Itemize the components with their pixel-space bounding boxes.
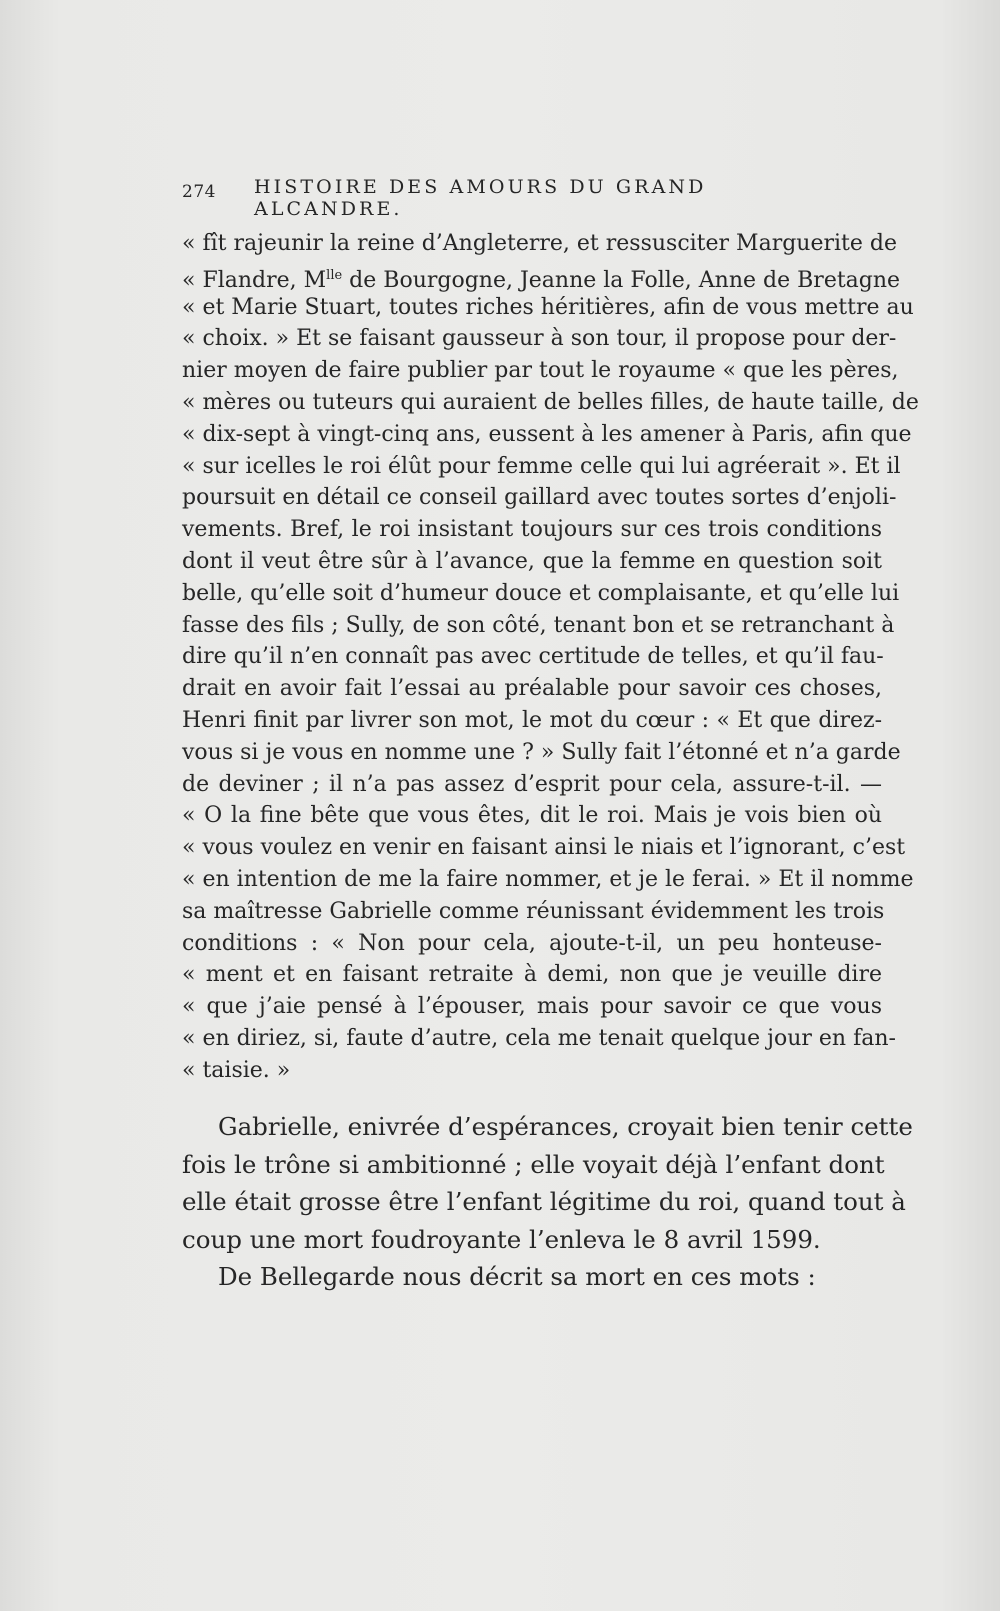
text-line: « ment et en faisant retraite à demi, non que je veuille dire [182,962,882,988]
superscript: lle [326,267,343,283]
text-line: « vous voulez en venir en faisant ainsi le niais et l’ignorant, c’est [182,835,906,861]
text-line: « sur icelles le roi élût pour femme celle qui lui agréerait ». Et il [182,453,901,479]
text-line: « et Marie Stuart, toutes riches héritières, afin de vous mettre au [182,294,914,320]
text-line: « Flandre, $M^{lle}$ de Bourgogne, Jeanne la Folle, Anne de Bretagne [182,267,901,293]
text-line: « O la fine bête que vous êtes, dit le roi. Mais je vois bien où [182,803,882,829]
text-line: « que j’aie pensé à l’épouser, mais pour savoir ce que vous [182,994,882,1020]
quoted-paragraph [182,228,919,1087]
text-line: nier moyen de faire publier par tout le royaume « que les pères, [182,358,899,384]
text-line: belle, qu’elle soit d’humeur douce et complaisante, et qu’elle lui [182,580,900,606]
body-line: coup une mort foudroyante l’enleva le 8 avril 1599. [182,1224,821,1254]
text-line: « dix-sept à vingt-cinq ans, eussent à les amener à Paris, afin que [182,421,912,447]
text-line: dont il veut être sûr à l’avance, que la femme en question soit [182,548,882,574]
text-line: Henri finit par livrer son mot, le mot du cœur : « Et que direz- [182,707,882,733]
text-line: sa maîtresse Gabrielle comme réunissant évidemment les trois [182,898,885,924]
text-line: poursuit en détail ce conseil gaillard avec toutes sortes d’enjoli- [182,485,897,511]
text-line: « en diriez, si, faute d’autre, cela me tenait quelque jour en fan- [182,1025,896,1051]
body-line: Gabrielle, enivrée d’espérances, croyait bien tenir cette [218,1112,913,1141]
body-paragraph [182,1108,913,1296]
text-line: « mères ou tuteurs qui auraient de belles filles, de haute taille, de [182,389,919,415]
text-line: vements. Bref, le roi insistant toujours sur ces trois conditions [182,517,882,543]
text-line: « taisie. » [182,1057,291,1083]
text-line: conditions : « Non pour cela, ajoute-t-il, un peu honteuse- [182,930,882,956]
page-number: 274 [182,182,216,202]
body-line: fois le trône si ambitionné ; elle voyait déjà l’enfant dont [182,1149,885,1179]
text-line: « choix. » Et se faisant gausseur à son tour, il propose pour der- [182,326,897,352]
text-line: de deviner ; il n’a pas assez d’esprit pour cela, assure-t-il. — [182,771,882,797]
text-line: « en intention de me la faire nommer, et je le ferai. » Et il nomme [182,866,914,892]
text-line: dire qu’il n’en connaît pas avec certitude de telles, et qu’il fau- [182,644,884,670]
text-line: vous si je vous en nomme une ? » Sully fait l’étonné et n’a garde [182,739,901,765]
page-header [182,176,822,220]
text-line: fasse des fils ; Sully, de son côté, tenant bon et se retranchant à [182,612,895,638]
text-line: drait en avoir fait l’essai au préalable pour savoir ces choses, [182,676,882,702]
running-title: HISTOIRE DES AMOURS DU GRAND ALCANDRE. [254,176,707,220]
body-line: De Bellegarde nous décrit sa mort en ces mots : [218,1262,816,1291]
text-line: « fît rajeunir la reine d’Angleterre, et ressusciter Marguerite de [182,231,897,256]
body-line: elle était grosse être l’enfant légitime du roi, quand tout à [182,1187,906,1216]
